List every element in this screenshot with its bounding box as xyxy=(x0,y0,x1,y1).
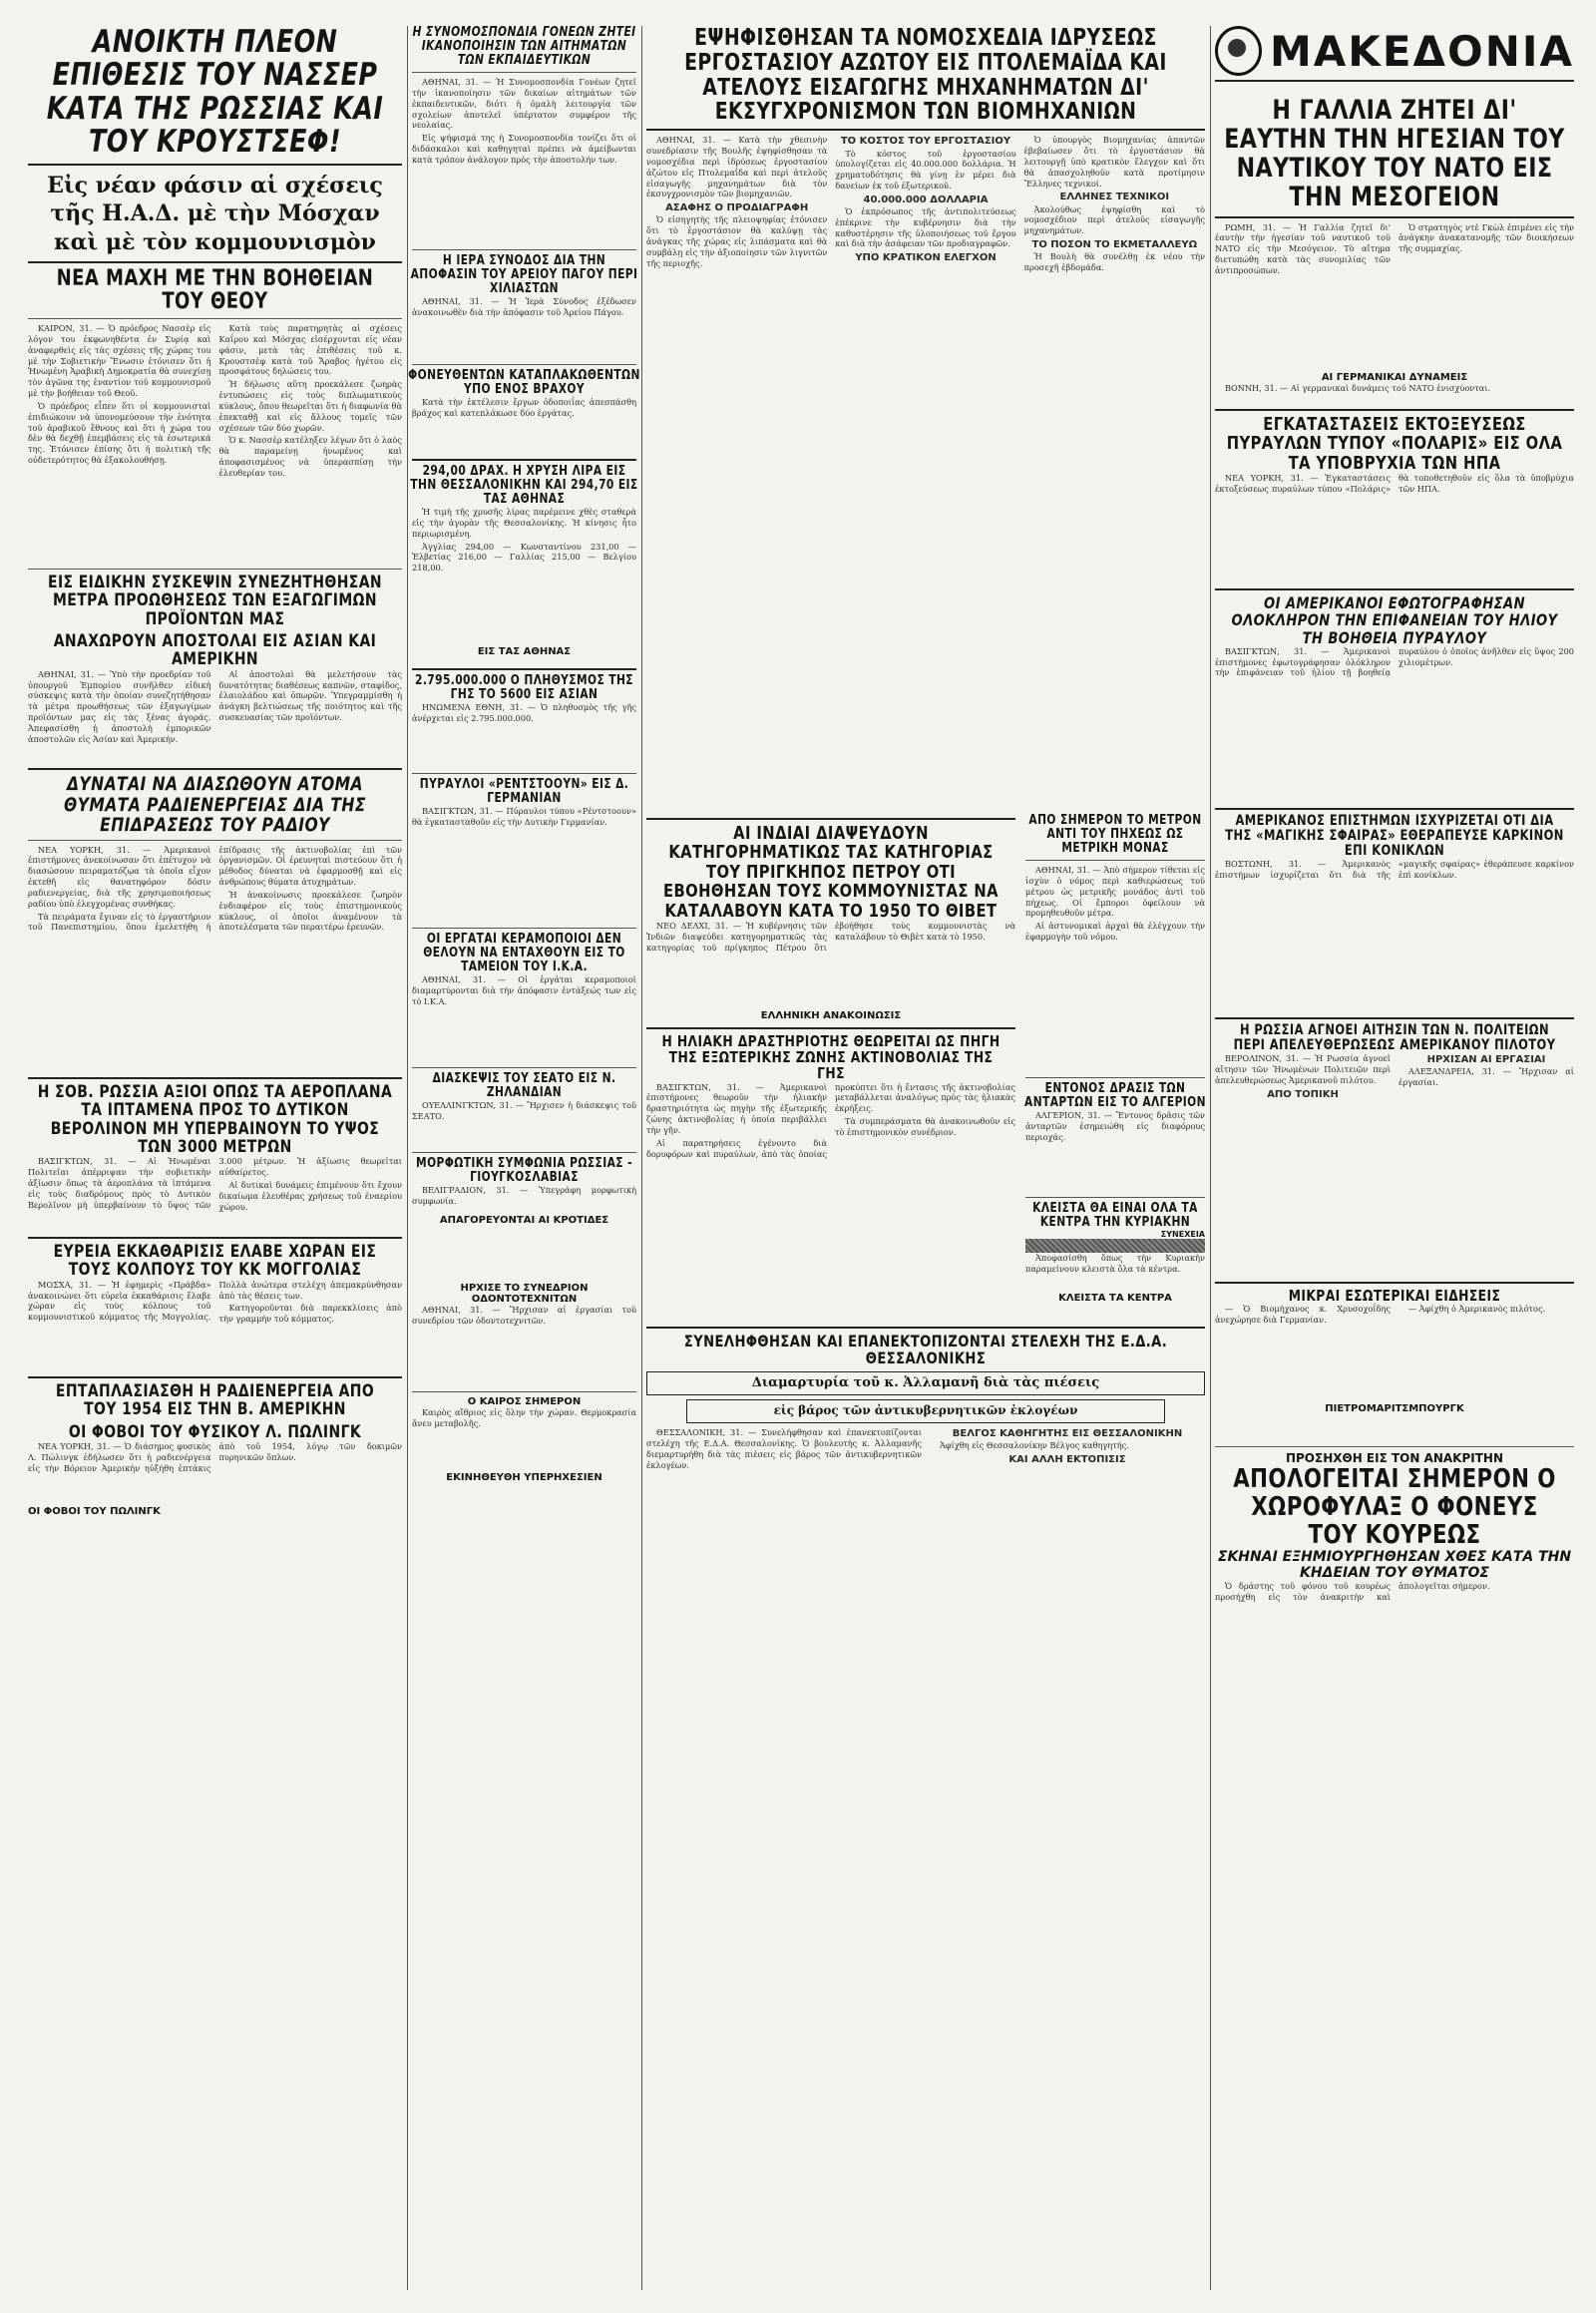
subtitle: ΚΑΙ ΑΛΛΗ ΕΚΤΟΠΙΣΙΣ xyxy=(1008,1454,1126,1466)
article-text: ΑΘΗΝΑΙ, 31. — Ἀπὸ σήμερον τίθεται εἰς ἰσχὺν ὁ νόμος περὶ καθιερώσεως τοῦ μέτρου ὡς μετρικῆς μονάδος ἀντὶ τοῦ πήχεως. Οἱ ἔμποροι ὀφείλουν νὰ προμηθευθοῦν μέτρα. Αἱ ἀστυνομικαὶ ἀρχαὶ θὰ ἐλέγχουν τὴν ἐφαρμογὴν τοῦ νόμου. xyxy=(1025,865,1205,943)
headline: ΟΙ ΦΟΒΟΙ ΤΟΥ ΦΥΣΙΚΟΥ Λ. ΠΩΛΙΝΓΚ xyxy=(68,1421,362,1442)
article-text: ΗΝΩΜΕΝΑ ΕΘΝΗ, 31. — Ὁ πληθυσμὸς τῆς γῆς ἀνέρχεται εἰς 2.795.000.000. xyxy=(412,702,636,723)
article-polaris xyxy=(1215,405,1574,579)
subtitle: ΚΛΕΙΣΤΑ ΤΑ ΚΕΝΤΡΑ xyxy=(1058,1293,1172,1305)
article-cultural xyxy=(412,1148,636,1263)
subtitle: ΕΛΛΗΝΕΣ ΤΕΧΝΙΚΟΙ xyxy=(1059,192,1170,203)
subtitle: ΑΙ ΓΕΡΜΑΝΙΚΑΙ ΔΥΝΑΜΕΙΣ xyxy=(1321,371,1468,383)
subtitle: ΑΠΑΓΟΡΕΥΟΝΤΑΙ ΑΙ ΚΡΟΤΙΔΕΣ xyxy=(439,1215,609,1227)
article-france-nato xyxy=(1215,96,1574,395)
newspaper-page xyxy=(28,26,1574,2290)
article-internal xyxy=(1215,1278,1574,1437)
article-pilot xyxy=(1215,1013,1574,1273)
column-4 xyxy=(1215,26,1574,1603)
article-text: ΝΕΑ ΥΟΡΚΗ, 31. — Ἀμερικανοὶ ἐπιστήμονες ἀνεκοίνωσαν ὅτι ἐπέτυχον νὰ διασώσουν πειραματόζῳα τὰ ὁποῖα εἶχον ἐκτεθῆ εἰς θανατηφόρον δόσιν ραδιενεργείας, διὰ τῆς χρησιμοποιήσεως ραδίου ὑπὸ ἐλεγχομένας συνθήκας. Τὰ πειράματα ἔγιναν εἰς τὸ ἐργαστήριον τοῦ Πανεπιστημίου, ὅπου ἐμελετήθη ἡ ἐπίδρασις τῆς ἀκτινοβολίας ἐπὶ τῶν ὀργανισμῶν. Οἱ ἐρευνηταὶ πιστεύουν ὅτι ἡ μέθοδος δύναται νὰ ἐφαρμοσθῇ καὶ εἰς ἀνθρώπους θύματα ἀτυχημάτων. Ἡ ἀνακοίνωσις προεκάλεσε ζωηρὸν ἐνδιαφέρον εἰς τοὺς ἐπιστημονικοὺς κύκλους, οἱ ὁποῖοι ἀναμένουν τὰ ἀποτελέσματα τῶν περαιτέρω ἐρευνῶν. xyxy=(28,844,402,933)
subtitle: ΒΕΛΓΟΣ ΚΑΘΗΓΗΤΗΣ ΕΙΣ ΘΕΣΣΑΛΟΝΙΚΗΝ xyxy=(952,1428,1183,1440)
article-text: — Ὁ Βιομήχανος κ. Χρυσοχοΐδης ἀνεχώρησε διὰ Γερμανίαν. — Ἀφίχθη ὁ Ἀμερικανὸς πιλότος. xyxy=(1215,1304,1546,1326)
article-text: ΝΕΑ ΥΟΡΚΗ, 31. — Ἐγκαταστάσεις ἐκτοξεύσεως πυραύλων τύπου «Πολάρις» θὰ τοποθετηθοῦν εἰς ὅλα τὰ ὑποβρύχια τῶν ΗΠΑ. xyxy=(1215,473,1574,495)
article-text: ΒΕΡΟΛΙΝΟΝ, 31. — Ἡ Ρωσσία ἀγνοεῖ αἴτησιν τῶν Ἡνωμένων Πολιτειῶν περὶ ἀπελευθερώσεως Ἀμερικανοῦ πιλότου. ΑΠΟ ΤΟΠΙΚΗ ΗΡΧΙΣΑΝ ΑΙ ΕΡΓΑΣΙΑΙ ΑΛΕΞΑΝΔΡΕΙΑ, 31. — Ἤρχισαν αἱ ἐργασίαι. xyxy=(1215,1053,1574,1100)
article-parents xyxy=(412,26,636,245)
headline: ΕΨΗΦΙΣΘΗΣΑΝ ΤΑ ΝΟΜΟΣΧΕΔΙΑ ΙΔΡΥΣΕΩΣ ΕΡΓΟΣΤΑΣΙΟΥ ΑΖΩΤΟΥ ΕΙΣ ΠΤΟΛΕΜΑΪΔΑ ΚΑΙ ΑΤΕΛΟΥΣ ΕΙΣΑΓΩΓΗΣ ΜΗΧΑΝΗΜΑΤΩΝ ΔΙ' ΕΚΣΥΓΧΡΟΝΙΣΜΟΝ ΤΩΝ ΒΙΟΜΗΧΑΝΙΩΝ xyxy=(684,25,1167,126)
article-text: ΑΛΓΕΡΙΟΝ, 31. — Ἔντονος δρᾶσις τῶν ἀνταρτῶν ἐσημειώθη εἰς διαφόρους περιοχάς. xyxy=(1025,1110,1205,1142)
article-rock xyxy=(408,360,640,440)
subtitle: ΟΙ ΦΟΒΟΙ ΤΟΥ ΠΩΛΙΝΓΚ xyxy=(28,1506,161,1518)
article-closed xyxy=(1025,1193,1205,1323)
article-gold xyxy=(410,455,638,658)
article-text: ΡΩΜΗ, 31. — Ἡ Γαλλία ζητεῖ δι' ἑαυτὴν τὴν ἡγεσίαν τοῦ ναυτικοῦ τοῦ ΝΑΤΟ εἰς τὴν Μεσόγειον. Τὸ αἴτημα διετυπώθη κατὰ τὰς συνομιλίας τῶν ἀντιπροσώπων. Ὁ στρατηγὸς ντὲ Γκὼλ ἐπιμένει εἰς τὴν ἀνάγκην ἀνακατανομῆς τῶν διοικήσεων τῆς συμμαχίας. xyxy=(1215,221,1574,275)
article-berlin-flights xyxy=(28,1073,402,1233)
article-cancer xyxy=(1215,804,1574,1003)
masthead-title: ΜΑΚΕΔΟΝΙΑ xyxy=(1269,26,1574,76)
article-text: ΒΕΛΙΓΡΑΔΙΟΝ, 31. — Ὑπεγράφη μορφωτικὴ συμφωνία. xyxy=(412,1185,636,1206)
article-text: ΒΟΣΤΩΝΗ, 31. — Ἀμερικανὸς ἐπιστήμων ἰσχυρίζεται ὅτι διὰ τῆς «μαγικῆς σφαίρας» ἐθεράπευσε καρκίνον ἐπὶ κονίκλων. xyxy=(1215,859,1574,881)
article-nasser xyxy=(28,26,402,555)
article-text: ΒΑΣΙΓΚΤΩΝ, 31. — Αἱ Ἡνωμέναι Πολιτεῖαι ἀπέρριψαν τὴν σοβιετικὴν ἀξίωσιν ὅπως τὰ ἀεροπλάνα τὰ ἱπτάμενα εἰς τοὺς διαδρόμους πρὸς τὸ Δυτικὸν Βερολῖνον μὴ ὑπερβαίνουν τὸ ὕψος τῶν 3.000 μέτρων. Ἡ ἀξίωσις θεωρεῖται αὐθαίρετος. Αἱ δυτικαὶ δυνάμεις ἐπιμένουν ὅτι ἔχουν δικαίωμα ἐλευθέρας χρήσεως τοῦ ἐναερίου χώρου. xyxy=(28,1156,402,1212)
headline: ΕΠΤΑΠΛΑΣΙΑΣΘΗ Η ΡΑΔΙΕΝΕΡΓΕΙΑ ΑΠΟ ΤΟΥ 1954 ΕΙΣ ΤΗΝ Β. ΑΜΕΡΙΚΗΝ xyxy=(55,1381,375,1420)
subtitle: ΣΥΝΕΧΕΙΑ xyxy=(1160,1230,1205,1240)
subtitle: ΕΙΣ ΤΑΣ ΑΘΗΝΑΣ xyxy=(477,646,572,658)
article-metre xyxy=(1025,814,1205,1063)
headline: ΦΟΝΕΥΘΕΝΤΩΝ ΚΑΤΑΠΛΑΚΩΘΕΝΤΩΝ ΥΠΟ ΕΝΟΣ ΒΡΑΧΟΥ xyxy=(408,368,640,398)
headline: ΔΥΝΑΤΑΙ ΝΑ ΔΙΑΣΩΘΟΥΝ ΑΤΟΜΑ ΘΥΜΑΤΑ ΡΑΔΙΕΝΕΡΓΕΙΑΣ ΔΙΑ ΤΗΣ ΕΠΙΔΡΑΣΕΩΣ ΤΟΥ ΡΑΔΙΟΥ xyxy=(64,773,366,837)
article-text: ΟΥΕΛΛΙΝΓΚΤΩΝ, 31. — Ἤρχισεν ἡ διάσκεψις τοῦ ΣΕΑΤΟ. xyxy=(412,1100,636,1121)
article-text: ΑΘΗΝΑΙ, 31. — Ὑπὸ τὴν προεδρίαν τοῦ ὑπουργοῦ Ἐμπορίου συνῆλθεν εἰδικὴ σύσκεψις κατὰ τὴν ὁποίαν συνεζητήθησαν τὰ μέτρα προωθήσεως τῶν ἐξαγωγίμων προϊόντων μας εἰς τὰς ξένας ἀγοράς. Ἀπεφασίσθη ἡ ἀποστολὴ ἐμπορικῶν ἀποστολῶν εἰς Ἀσίαν καὶ Ἀμερικήν. Αἱ ἀποστολαὶ θὰ μελετήσουν τὰς δυνατότητας διαθέσεως καπνῶν, σταφίδος, ἐλαιολάδου καὶ ὀπωρῶν. Ὑπεγραμμίσθη ἡ ἀνάγκη βελτιώσεως τῆς ποιότητος καὶ τῆς συσκευασίας τῶν προϊόντων. xyxy=(28,668,402,744)
article-radiation xyxy=(28,764,402,1073)
article-solar xyxy=(646,1023,1015,1273)
masthead xyxy=(1215,26,1574,76)
headline: ΑΝΟΙΚΤΗ ΠΛΕΟΝ ΕΠΙΘΕΣΙΣ ΤΟΥ ΝΑΣΣΕΡ ΚΑΤΑ ΤΗΣ ΡΩΣΣΙΑΣ ΚΑΙ ΤΟΥ ΚΡΟΥΣΤΣΕΦ! xyxy=(46,24,384,161)
article-text: ΒΑΣΙΓΚΤΩΝ, 31. — Πύραυλοι τύπου «Ρέντστοουν» θὰ ἐγκατασταθοῦν εἰς τὴν Δυτικὴν Γερμανίαν. xyxy=(412,806,636,827)
headline: ΑΝΑΧΩΡΟΥΝ ΑΠΟΣΤΟΛΑΙ ΕΙΣ ΑΣΙΑΝ ΚΑΙ ΑΜΕΡΙΚΗΝ xyxy=(53,631,377,670)
article-text: ΝΕΟ ΔΕΛΧΙ, 31. — Ἡ κυβέρνησις τῶν Ἰνδιῶν διαψεύδει κατηγορηματικῶς τὰς κατηγορίας τοῦ πρίγκηπος Πέτρου ὅτι ἐβοήθησε τοὺς κομμουνιστὰς νὰ καταλάβουν τὸ Θιβὲτ κατὰ τὸ 1950. xyxy=(646,921,1015,953)
headline: ΝΕΑ ΜΑΧΗ ΜΕ ΤΗΝ ΒΟΗΘΕΙΑΝ ΤΟΥ ΘΕΟΥ xyxy=(56,265,374,315)
subtitle: 40.000.000 ΔΟΛΛΑΡΙΑ xyxy=(863,193,989,205)
article-text: ΑΘΗΝΑΙ, 31. — Ἡ Ἱερὰ Σύνοδος ἐξέδωσεν ἀνακοινωθὲν διὰ τὴν ἀπόφασιν τοῦ Ἀρείου Πάγου. xyxy=(412,296,636,317)
article-gendarme xyxy=(1215,1442,1574,1642)
photo-strip xyxy=(1025,1239,1205,1253)
subtitle: ΕΛΛΗΝΙΚΗ ΑΝΑΚΟΙΝΩΣΙΣ xyxy=(760,1010,902,1022)
article-india xyxy=(646,814,1015,1022)
article-exports xyxy=(28,565,402,744)
headline: Η ΣΟΒ. ΡΩΣΣΙΑ ΑΞΙΟΙ ΟΠΩΣ ΤΑ ΑΕΡΟΠΛΑΝΑ ΤΑ ΙΠΤΑΜΕΝΑ ΠΡΟΣ ΤΟ ΔΥΤΙΚΟΝ ΒΕΡΟΛΙΝΟΝ ΜΗ ΥΠΕΡΒΑΙΝΟΥΝ ΤΟ ΥΨΟΣ ΤΩΝ 3000 ΜΕΤΡΩΝ xyxy=(37,1082,393,1158)
article-eda xyxy=(646,1323,1205,1572)
subtitle: ΗΡΧΙΣΕ ΤΟ ΣΥΝΕΔΡΙΟΝ ΟΔΟΝΤΟΤΕΧΝΙΤΩΝ xyxy=(460,1283,589,1305)
headline: ΕΓΚΑΤΑΣΤΑΣΕΙΣ ΕΚΤΟΞΕΥΣΕΩΣ ΠΥΡΑΥΛΩΝ ΤΥΠΟΥ «ΠΟΛΑΡΙΣ» ΕΙΣ ΟΛΑ ΤΑ ΥΠΟΒΡΥΧΙΑ ΤΩΝ ΗΠΑ xyxy=(1226,414,1563,474)
article-text: Κατὰ τὴν ἐκτέλεσιν ἔργων ὁδοποιΐας ἀπεσπάσθη βράχος καὶ κατεπλάκωσε δύο ἐργάτας. xyxy=(412,397,636,418)
article-congress xyxy=(412,1283,636,1377)
subtitle: ΑΠΟ ΤΟΠΙΚΗ xyxy=(1267,1088,1339,1100)
article-text: ΑΘΗΝΑΙ, 31. — Κατὰ τὴν χθεσινὴν συνεδρίασιν τῆς Βουλῆς ἐψηφίσθησαν τὰ νομοσχέδια περὶ ἱδρύσεως ἐργοστασίου ἀζώτου εἰς Πτολεμαΐδα καὶ περὶ ἀτελοῦς εἰσαγωγῆς μηχανημάτων διὰ τὸν ἐκσυγχρονισμὸν τῶν βιομηχανιῶν. ΑΣΑΦΗΣ Ο ΠΡΟΔΙΑΓΡΑΦΗ Ὁ εἰσηγητὴς τῆς πλειοψηφίας ἐτόνισεν ὅτι τὸ ἐργοστάσιον θὰ καλύψῃ τὰς ἀνάγκας τῆς χώρας εἰς λιπάσματα καὶ θὰ συμβάλῃ εἰς τὴν ἀξιοποίησιν τῶν λιγνιτῶν τῆς περιοχῆς. ΤΟ ΚΟΣΤΟΣ ΤΟΥ ΕΡΓΟΣΤΑΣΙΟΥ Τὸ κόστος τοῦ ἐργοστασίου ὑπολογίζεται εἰς 40.000.000 δολλάρια. Ἡ χρηματοδότησις θὰ γίνῃ ἐν μέρει διὰ δανείων ἐκ τοῦ ἐξωτερικοῦ. 40.000.000 ΔΟΛΛΑΡΙΑ Ὁ ἐκπρόσωπος τῆς ἀντιπολιτεύσεως ἐπέκρινε τὴν κυβέρνησιν διὰ τὴν καθυστέρησιν τῆς ὑλοποιήσεως τοῦ ἔργου καὶ διὰ τὴν ἀσάφειαν τῶν προδιαγραφῶν. ΥΠΟ ΚΡΑΤΙΚΟΝ ΕΛΕΓΧΟΝ Ὁ ὑπουργὸς Βιομηχανίας ἀπαντῶν ἐβεβαίωσεν ὅτι τὸ ἐργοστάσιον θὰ λειτουργῇ ὑπὸ κρατικὸν ἔλεγχον καὶ ὅτι θὰ ἀπασχοληθοῦν κατὰ προτίμησιν Ἕλληνες τεχνικοί. ΕΛΛΗΝΕΣ ΤΕΧΝΙΚΟΙ Ἀκολούθως ἐψηφίσθη καὶ τὸ νομοσχέδιον περὶ ἀτελοῦς εἰσαγωγῆς μηχανημάτων. ΤΟ ΠΟΣΟΝ ΤΟ ΕΚΜΕΤΑΛΛΕΥΩ Ἡ Βουλὴ θὰ συνέλθῃ ἐκ νέου τὴν προσεχῆ ἑβδομάδα. xyxy=(646,135,1205,273)
headline: ΑΠΟΛΟΓΕΙΤΑΙ ΣΗΜΕΡΟΝ Ο ΧΩΡΟΦΥΛΑΞ Ο ΦΟΝΕΥΣ ΤΟΥ ΚΟΥΡΕΩΣ xyxy=(1233,1464,1556,1551)
headline: Η ΙΕΡΑ ΣΥΝΟΔΟΣ ΔΙΑ ΤΗΝ ΑΠΟΦΑΣΙΝ ΤΟΥ ΑΡΕΙΟΥ ΠΑΓΟΥ ΠΕΡΙ ΧΙΛΙΑΣΤΩΝ xyxy=(410,253,638,297)
article-text: ΑΘΗΝΑΙ, 31. — Οἱ ἐργάται κεραμοποιοὶ διαμαρτύρονται διὰ τὴν ἀπόφασιν ἐντάξεώς των εἰς τὸ Ι.Κ.Α. xyxy=(412,974,636,1006)
subtitle: Ο ΚΑΙΡΟΣ ΣΗΜΕΡΟΝ xyxy=(467,1396,582,1407)
headline: 2.795.000.000 Ο ΠΛΗΘΥΣΜΟΣ ΤΗΣ ΓΗΣ ΤΟ 5600 ΕΙΣ ΑΣΙΑΝ xyxy=(415,673,633,703)
subheadline: εἰς βάρος τῶν ἀντικυβερνητικῶν ἐκλογέων xyxy=(686,1399,1165,1423)
article-text: ΜΟΣΧΑ, 31. — Ἡ ἐφημερὶς «Πράβδα» ἀνακοινώνει ὅτι εὐρεῖα ἐκκαθάρισις ἔλαβε χώραν εἰς τοὺς κόλπους τοῦ κομμουνιστικοῦ κόμματος τῆς Μογγολίας. Πολλὰ ἀνώτερα στελέχη ἀπεμακρύνθησαν ἀπὸ τὰς θέσεις των. Κατηγοροῦνται διὰ παρεκκλίσεις ἀπὸ τὴν γραμμὴν τοῦ κόμματος. xyxy=(28,1279,402,1325)
article-text: Ὁ δράστης τοῦ φόνου τοῦ κουρέως προσήχθη εἰς τὸν ἀνακριτὴν καὶ ἀπολογεῖται σήμερον. xyxy=(1215,1581,1490,1603)
headline: ΕΙΣ ΕΙΔΙΚΗΝ ΣΥΣΚΕΨΙΝ ΣΥΝΕΖΗΤΗΘΗΣΑΝ ΜΕΤΡΑ ΠΡΟΩΘΗΣΕΩΣ ΤΩΝ ΕΞΑΓΩΓΙΜΩΝ ΠΡΟΪΟΝΤΩΝ ΜΑΣ xyxy=(48,573,382,629)
subtitle: ΠΙΕΤΡΟΜΑΡΙΤΣΜΠΟΥΡΓΚ xyxy=(1325,1403,1464,1415)
headline: Η ΗΛΙΑΚΗ ΔΡΑΣΤΗΡΙΟΤΗΣ ΘΕΩΡΕΙΤΑΙ ΩΣ ΠΗΓΗ ΤΗΣ ΕΞΩΤΕΡΙΚΗΣ ΖΩΝΗΣ ΑΚΤΙΝΟΒΟΛΙΑΣ ΤΗΣ ΓΗΣ xyxy=(661,1032,1000,1083)
article-text: ΑΘΗΝΑΙ, 31. — Ἤρχισαν αἱ ἐργασίαι τοῦ συνεδρίου τῶν ὀδοντοτεχνιτῶν. xyxy=(412,1305,636,1326)
headline: ΑΠΟ ΣΗΜΕΡΟΝ ΤΟ ΜΕΤΡΟΝ ΑΝΤΙ ΤΟΥ ΠΗΧΕΩΣ ΩΣ ΜΕΤΡΙΚΗ ΜΟΝΑΣ xyxy=(1028,813,1202,857)
headline: ΕΥΡΕΙΑ ΕΚΚΑΘΑΡΙΣΙΣ ΕΛΑΒΕ ΧΩΡΑΝ ΕΙΣ ΤΟΥΣ ΚΟΛΠΟΥΣ ΤΟΥ ΚΚ ΜΟΓΓΟΛΙΑΣ xyxy=(53,1242,377,1281)
subtitle: ΕΚΙΝΗΘΕΥΘΗ ΥΠΕΡΗΧΕΣΙΕΝ xyxy=(446,1472,602,1483)
headline: ΟΙ ΑΜΕΡΙΚΑΝΟΙ ΕΦΩΤΟΓΡΑΦΗΣΑΝ ΟΛΟΚΛΗΡΟΝ ΤΗΝ ΕΠΙΦΑΝΕΙΑΝ ΤΟΥ ΗΛΙΟΥ ΤΗ ΒΟΗΘΕΙΑ ΠΥΡΑΥΛΟΥ xyxy=(1231,593,1558,647)
kicker: ΠΡΟΣΗΧΘΗ ΕΙΣ ΤΟΝ ΑΝΑΚΡΙΤΗΝ xyxy=(1285,1451,1504,1465)
article-text: ΒΟΝΝΗ, 31. — Αἱ γερμανικαὶ δυνάμεις τοῦ ΝΑΤΟ ἐνισχύονται. xyxy=(1225,382,1491,393)
headline: ΔΙΑΣΚΕΨΙΣ ΤΟΥ ΣΕΑΤΟ ΕΙΣ Ν. ΖΗΛΑΝΔΙΑΝ xyxy=(432,1071,616,1101)
article-population xyxy=(412,664,636,739)
article-synod xyxy=(412,245,636,335)
headline: ΚΛΕΙΣΤΑ ΘΑ ΕΙΝΑΙ ΟΛΑ ΤΑ ΚΕΝΤΡΑ ΤΗΝ ΚΥΡΙΑΚΗΝ xyxy=(1032,1201,1198,1231)
seal-icon xyxy=(1215,26,1262,76)
subheadline: Εἰς νέαν φάσιν αἱ σχέσεις τῆς Η.Α.Δ. μὲ τὴν Μόσχαν καὶ μὲ τὸν κομμουνισμὸν xyxy=(47,172,383,256)
article-text: ΒΑΣΙΓΚΤΩΝ, 31. — Ἀμερικανοὶ ἐπιστήμονες ἐφωτογράφησαν ὁλόκληρον τὴν ἐπιφάνειαν τοῦ ἡλίου τῇ βοηθείᾳ πυραύλου ὁ ὁποῖος ἀνῆλθεν εἰς ὕψος 200 χιλιομέτρων. xyxy=(1215,645,1574,678)
headline: ΣΥΝΕΛΗΦΘΗΣΑΝ ΚΑΙ ΕΠΑΝΕΚΤΟΠΙΖΟΝΤΑΙ ΣΤΕΛΕΧΗ ΤΗΣ Ε.Δ.Α. ΘΕΣΣΑΛΟΝΙΚΗΣ xyxy=(683,1332,1168,1368)
article-text: ΑΘΗΝΑΙ, 31. — Ἡ Συνομοσπονδία Γονέων ζητεῖ τὴν ἱκανοποίησιν τῶν δικαίων αἰτημάτων τῶν ἐκπαιδευτικῶν, διότι ἡ ὁμαλὴ λειτουργία τῶν σχολείων ἀποτελεῖ ὑπέρτατον συμφέρον τῆς νεολαίας. Εἰς ψήφισμά της ἡ Συνομοσπονδία τονίζει ὅτι οἱ διδάσκαλοι καὶ καθηγηταὶ πρέπει νὰ ἀμείβωνται κατὰ τρόπον ἀνάλογον πρὸς τὴν ἀποστολήν των. xyxy=(412,77,636,165)
subtitle: ΤΟ ΠΟΣΟΝ ΤΟ ΕΚΜΕΤΑΛΛΕΥΩ xyxy=(1031,239,1198,251)
article-nitrogen xyxy=(646,26,1205,794)
column-rule xyxy=(641,26,642,2290)
headline: ΜΙΚΡΑΙ ΕΣΩΤΕΡΙΚΑΙ ΕΙΔΗΣΕΙΣ xyxy=(1288,1287,1501,1305)
column-rule xyxy=(1210,26,1211,2290)
headline: ΑΙ ΙΝΔΙΑΙ ΔΙΑΨΕΥΔΟΥΝ ΚΑΤΗΓΟΡΗΜΑΤΙΚΩΣ ΤΑΣ ΚΑΤΗΓΟΡΙΑΣ ΤΟΥ ΠΡΙΓΚΗΠΟΣ ΠΕΤΡΟΥ ΟΤΙ ΕΒΟΗΘΗΣΑΝ ΤΟΥΣ ΚΟΜΜΟΥΝΙΣΤΑΣ ΝΑ ΚΑΤΑΛΑΒΟΥΝ ΚΑΤΑ ΤΟ 1950 ΤΟ ΘΙΒΕΤ xyxy=(663,823,998,922)
article-text: ΒΑΣΙΓΚΤΩΝ, 31. — Ἀμερικανοὶ ἐπιστήμονες θεωροῦν τὴν ἡλιακὴν δραστηριότητα ὡς πηγὴν τῆς ἐξωτερικῆς ζώνης ἀκτινοβολίας ἡ ὁποία περιβάλλει τὴν γῆν. Αἱ παρατηρήσεις ἐγένοντο διὰ δορυφόρων καὶ πυραύλων, ἀπὸ τὰς ὁποίας προκύπτει ὅτι ἡ ἔντασις τῆς ἀκτινοβολίας μεταβάλλεται ἀναλόγως πρὸς τὰς ἡλιακὰς ἐκρήξεις. Τὰ συμπεράσματα θὰ ἀνακοινωθοῦν εἰς τὸ ἐπιστημονικὸν συνέδριον. xyxy=(646,1081,1015,1159)
headline: 294,00 ΔΡΑΧ. Η ΧΡΥΣΗ ΛΙΡΑ ΕΙΣ ΤΗΝ ΘΕΣΣΑΛΟΝΙΚΗΝ ΚΑΙ 294,70 ΕΙΣ ΤΑΣ ΑΘΗΝΑΣ xyxy=(410,464,638,508)
article-sun-photo xyxy=(1215,584,1574,799)
article-algeria xyxy=(1025,1073,1205,1183)
headline: ΠΥΡΑΥΛΟΙ «ΡΕΝΤΣΤΟΟΥΝ» ΕΙΣ Δ. ΓΕΡΜΑΝΙΑΝ xyxy=(419,777,629,807)
article-pauling xyxy=(28,1372,402,1542)
article-ceramic xyxy=(412,924,636,1043)
article-rockets xyxy=(412,769,636,864)
article-seato xyxy=(412,1063,636,1138)
article-text: ΚΑΙΡΟΝ, 31. — Ὁ πρόεδρος Νασσὲρ εἰς λόγον του ἐκφωνηθέντα ἐν Συρίᾳ καὶ ἀναφερθεὶς εἰς τὰς σχέσεις τῆς χώρας του μὲ τὴν Σοβιετικὴν Ἕνωσιν ἐτόνισεν ὅτι ἡ Ἡνωμένη Ἀραβικὴ Δημοκρατία θὰ συνεχίσῃ τὸν ἀγῶνα της ἐναντίον τοῦ κομμουνισμοῦ μὲ τὴν βοήθειαν τοῦ Θεοῦ. Ὁ πρόεδρος εἶπεν ὅτι οἱ κομμουνισταὶ ἐπιδιώκουν νὰ ὑπονομεύσουν τὴν ἑνότητα τοῦ ἀραβικοῦ ἔθνους καὶ ὅτι ἡ χώρα του δὲν θὰ δεχθῇ ἐπεμβάσεις εἰς τὰ ἐσωτερικά της. Ἐτόνισεν ἐπίσης ὅτι ἡ πολιτικὴ τῆς οὐδετερότητος θὰ ἐξακολουθήσῃ. Κατὰ τοὺς παρατηρητὰς αἱ σχέσεις Καΐρου καὶ Μόσχας εἰσέρχονται εἰς νέαν φάσιν, μετὰ τὰς ἐπιθέσεις τοῦ κ. Κρουστσὲφ κατὰ τοῦ Ἄραβος ἡγέτου εἰς προσφάτους δηλώσεις του. Ἡ δήλωσις αὕτη προεκάλεσε ζωηρὰς ἐντυπώσεις εἰς τοὺς διπλωματικοὺς κύκλους, ὅπου θεωρεῖται ὅτι ἡ διαφωνία θὰ ἐπεκταθῇ καὶ εἰς ἄλλους τομεῖς τῶν σχέσεων τῶν δύο χωρῶν. Ὁ κ. Νασσὲρ κατέληξεν λέγων ὅτι ὁ λαὸς θὰ παραμείνῃ ἡνωμένος καὶ ἀποφασισμένος νὰ ὑπερασπίσῃ τὴν ἐλευθερίαν του. xyxy=(28,323,402,478)
headline: ΑΜΕΡΙΚΑΝΟΣ ΕΠΙΣΤΗΜΩΝ ΙΣΧΥΡΙΖΕΤΑΙ ΟΤΙ ΔΙΑ ΤΗΣ «ΜΑΓΙΚΗΣ ΣΦΑΙΡΑΣ» ΕΘΕΡΑΠΕΥΣΕ ΚΑΡΚΙΝΟΝ ΕΠΙ ΚΟΝΙΚΛΩΝ xyxy=(1225,813,1564,860)
subheadline: Διαμαρτυρία τοῦ κ. Ἀλλαμανῆ διὰ τὰς πιέσεις xyxy=(646,1371,1205,1396)
article-text: ΘΕΣΣΑΛΟΝΙΚΗ, 31. — Συνελήφθησαν καὶ ἐπανεκτοπίζονται στελέχη τῆς Ε.Δ.Α. Θεσσαλονίκης. Ὁ βουλευτὴς κ. Ἀλλαμανῆς διεμαρτυρήθη διὰ τὰς πιέσεις εἰς βάρος τῶν ἀντικυβερνητικῶν ἐκλογέων. ΒΕΛΓΟΣ ΚΑΘΗΓΗΤΗΣ ΕΙΣ ΘΕΣΣΑΛΟΝΙΚΗΝ Ἀφίχθη εἰς Θεσσαλονίκην Βέλγος καθηγητής. ΚΑΙ ΑΛΛΗ ΕΚΤΟΠΙΣΙΣ xyxy=(646,1427,1205,1557)
article-mongolia xyxy=(28,1233,402,1372)
subtitle: ΤΟ ΚΟΣΤΟΣ ΤΟΥ ΕΡΓΟΣΤΑΣΙΟΥ xyxy=(840,136,1011,148)
subtitle: ΥΠΟ ΚΡΑΤΙΚΟΝ ΕΛΕΓΧΟΝ xyxy=(855,252,997,264)
headline: ΟΙ ΕΡΓΑΤΑΙ ΚΕΡΑΜΟΠΟΙΟΙ ΔΕΝ ΘΕΛΟΥΝ ΝΑ ΕΝΤΑΧΘΟΥΝ ΕΙΣ ΤΟ ΤΑΜΕΙΟΝ ΤΟΥ Ι.Κ.Α. xyxy=(423,932,625,975)
article-text: Ἀποφασίσθη ὅπως τὴν Κυριακὴν παραμείνουν κλειστὰ ὅλα τὰ κέντρα. xyxy=(1025,1253,1205,1274)
headline: Η ΓΑΛΛΙΑ ΖΗΤΕΙ ΔΙ' ΕΑΥΤΗΝ ΤΗΝ ΗΓΕΣΙΑΝ ΤΟΥ ΝΑΥΤΙΚΟΥ ΤΟΥ ΝΑΤΟ ΕΙΣ ΤΗΝ ΜΕΣΟΓΕΙΟΝ xyxy=(1224,95,1565,213)
article-text: ΝΕΑ ΥΟΡΚΗ, 31. — Ὁ διάσημος φυσικὸς Λ. Πώλινγκ ἐδήλωσεν ὅτι ἡ ραδιενέργεια εἰς τὴν Βόρειον Ἀμερικὴν ηὐξήθη ἑπτάκις ἀπὸ τοῦ 1954, λόγῳ τῶν δοκιμῶν πυρηνικῶν ὅπλων. xyxy=(28,1441,402,1473)
subtitle: ΗΡΧΙΣΑΝ ΑΙ ΕΡΓΑΣΙΑΙ xyxy=(1426,1054,1546,1066)
article-text: Ἡ τιμὴ τῆς χρυσῆς λίρας παρέμεινε χθὲς σταθερὰ εἰς τὴν ἀγορὰν τῆς Θεσσαλονίκης. Ἡ κίνησις ἦτο περιωρισμένη. Ἀγγλίας 294,00 — Κωνσταντίνου 231,00 — Ἐλβετίας 216,00 — Γαλλίας 215,00 — Βελγίου 218,00. xyxy=(412,507,636,574)
headline: ΕΝΤΟΝΟΣ ΔΡΑΣΙΣ ΤΩΝ ΑΝΤΑΡΤΩΝ ΕΙΣ ΤΟ ΑΛΓΕΡΙΟΝ xyxy=(1024,1081,1206,1111)
subtitle: ΑΣΑΦΗΣ Ο ΠΡΟΔΙΑΓΡΑΦΗ xyxy=(665,202,809,214)
subheadline: ΣΚΗΝΑΙ ΕΞΗΜΙΟΥΡΓΗΘΗΣΑΝ ΧΘΕΣ ΚΑΤΑ ΤΗΝ ΚΗΔΕΙΑΝ ΤΟΥ ΘΥΜΑΤΟΣ xyxy=(1217,1549,1572,1582)
headline: Η ΡΩΣΣΙΑ ΑΓΝΟΕΙ ΑΙΤΗΣΙΝ ΤΩΝ Ν. ΠΟΛΙΤΕΙΩΝ ΠΕΡΙ ΑΠΕΛΕΥΘΕΡΩΣΕΩΣ ΑΜΕΡΙΚΑΝΟΥ ΠΙΛΟΤΟΥ xyxy=(1233,1022,1556,1054)
article-weather xyxy=(412,1387,636,1497)
headline: ΜΟΡΦΩΤΙΚΗ ΣΥΜΦΩΝΙΑ ΡΩΣΣΙΑΣ - ΓΙΟΥΓΚΟΣΛΑΒΙΑΣ xyxy=(416,1156,632,1186)
article-text: Καιρὸς αἴθριος εἰς ὅλην τὴν χώραν. Θερμοκρασία ἄνευ μεταβολῆς. xyxy=(412,1407,636,1428)
headline: Η ΣΥΝΟΜΟΣΠΟΝΔΙΑ ΓΟΝΕΩΝ ΖΗΤΕΙ ΙΚΑΝΟΠΟΙΗΣΙΝ ΤΩΝ ΑΙΤΗΜΑΤΩΝ ΤΩΝ ΕΚΠΑΙΔΕΥΤΙΚΩΝ xyxy=(412,25,636,69)
